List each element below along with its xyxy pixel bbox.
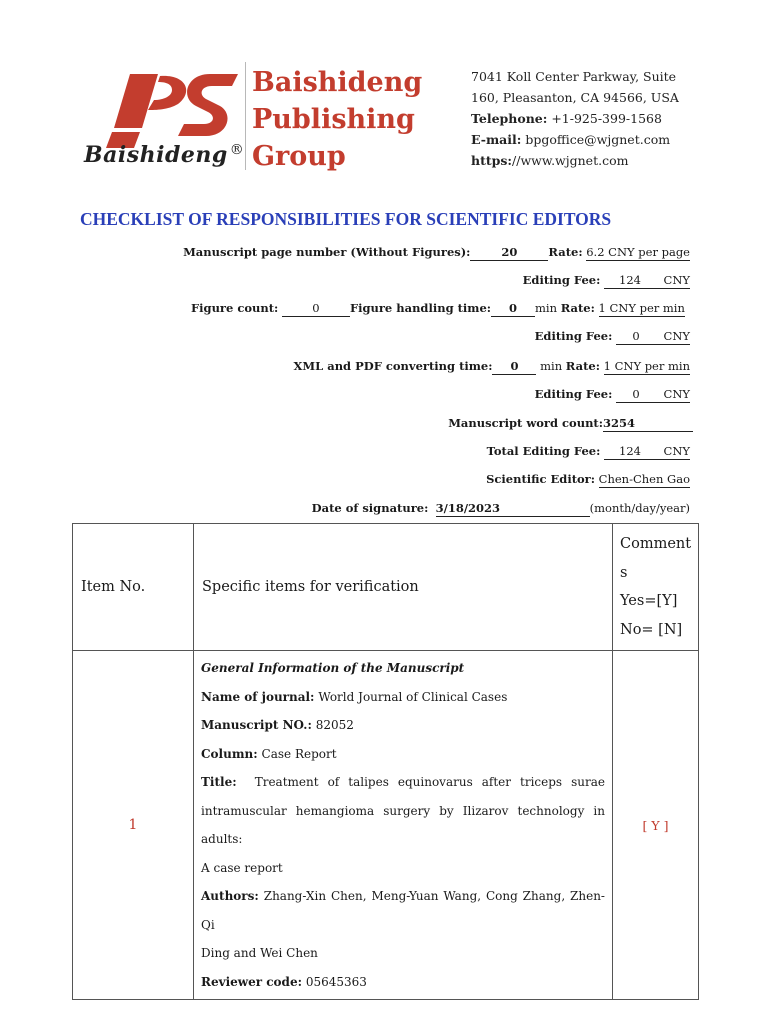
editing-fee-line: Editing Fee: 124 CNY (522, 273, 690, 287)
address-line2: 160, Pleasanton, CA 94566, USA (471, 90, 679, 105)
website: https://www.wjgnet.com (471, 153, 629, 168)
manuscript-number: Manuscript NO.: 82052 (201, 718, 354, 732)
manuscript-title-line2: intramuscular hemangioma surgery by Ilizarov technology in adults: (201, 803, 605, 846)
col-header-item-no: Item No. (73, 524, 194, 651)
manuscript-title-line1: Title: Treatment of talipes equinovarus after triceps surae (201, 775, 605, 789)
xml-fee-line: Editing Fee: 0 CNY (534, 387, 690, 401)
address-line1: 7041 Koll Center Parkway, Suite (471, 69, 677, 84)
manuscript-title-line3: A case report (201, 860, 283, 875)
authors-line2: Ding and Wei Chen (201, 946, 318, 960)
email: E-mail: bpgoffice@wjgnet.com (471, 132, 671, 147)
section-heading: General Information of the Manuscript (201, 661, 465, 675)
logo-wordmark: Baishideng ® (84, 142, 245, 168)
journal-name: Name of journal: World Journal of Clinical Cases (201, 689, 508, 704)
total-fee-line: Total Editing Fee: 124 CNY (486, 444, 690, 458)
document-title: CHECKLIST OF RESPONSIBILITIES FOR SCIENTIFIC EDITORS (80, 209, 612, 229)
scientific-editor-line: Scientific Editor: Chen-Chen Gao (486, 472, 690, 486)
figure-count-line: Figure count: 0 Figure handling time: 0 min Rate: 1 CNY per min (191, 301, 685, 315)
table-row (73, 651, 699, 1000)
word-count-line: Manuscript word count:3254 (448, 418, 693, 432)
authors-line1: Authors: Zhang-Xin Chen, Meng-Yuan Wang, Cong Zhang, Zhen-Qi (201, 889, 605, 932)
col-header-comments: Comment s Yes=[Y] No= [N] (613, 524, 699, 651)
xml-time-line: XML and PDF converting time: 0 min Rate: 1 CNY per min (293, 359, 690, 373)
reviewer-code: Reviewer code: 05645363 (201, 974, 367, 989)
header-divider (245, 62, 246, 170)
publisher-name-line3: Group (252, 141, 346, 172)
publisher-name-line1: Baishideng (252, 67, 423, 98)
telephone: Telephone: +1-925-399-1568 (471, 111, 662, 126)
col-header-specific-items: Specific items for verification (194, 524, 613, 651)
comment-value: [ Y ] (613, 651, 699, 1000)
date-of-signature-line: Date of signature: 3/18/2023 (month/day/year) (311, 501, 690, 515)
checklist-table (72, 523, 699, 1000)
item-number: 1 (73, 651, 194, 1000)
column-type: Column: Case Report (201, 746, 337, 761)
figure-fee-line: Editing Fee: 0 CNY (534, 329, 690, 343)
general-info-cell (194, 651, 613, 1000)
manuscript-pages-line: Manuscript page number (Without Figures): 20 Rate: 6.2 CNY per page (183, 245, 690, 259)
table-header-row (73, 524, 699, 651)
publisher-name-line2: Publishing (252, 104, 415, 135)
